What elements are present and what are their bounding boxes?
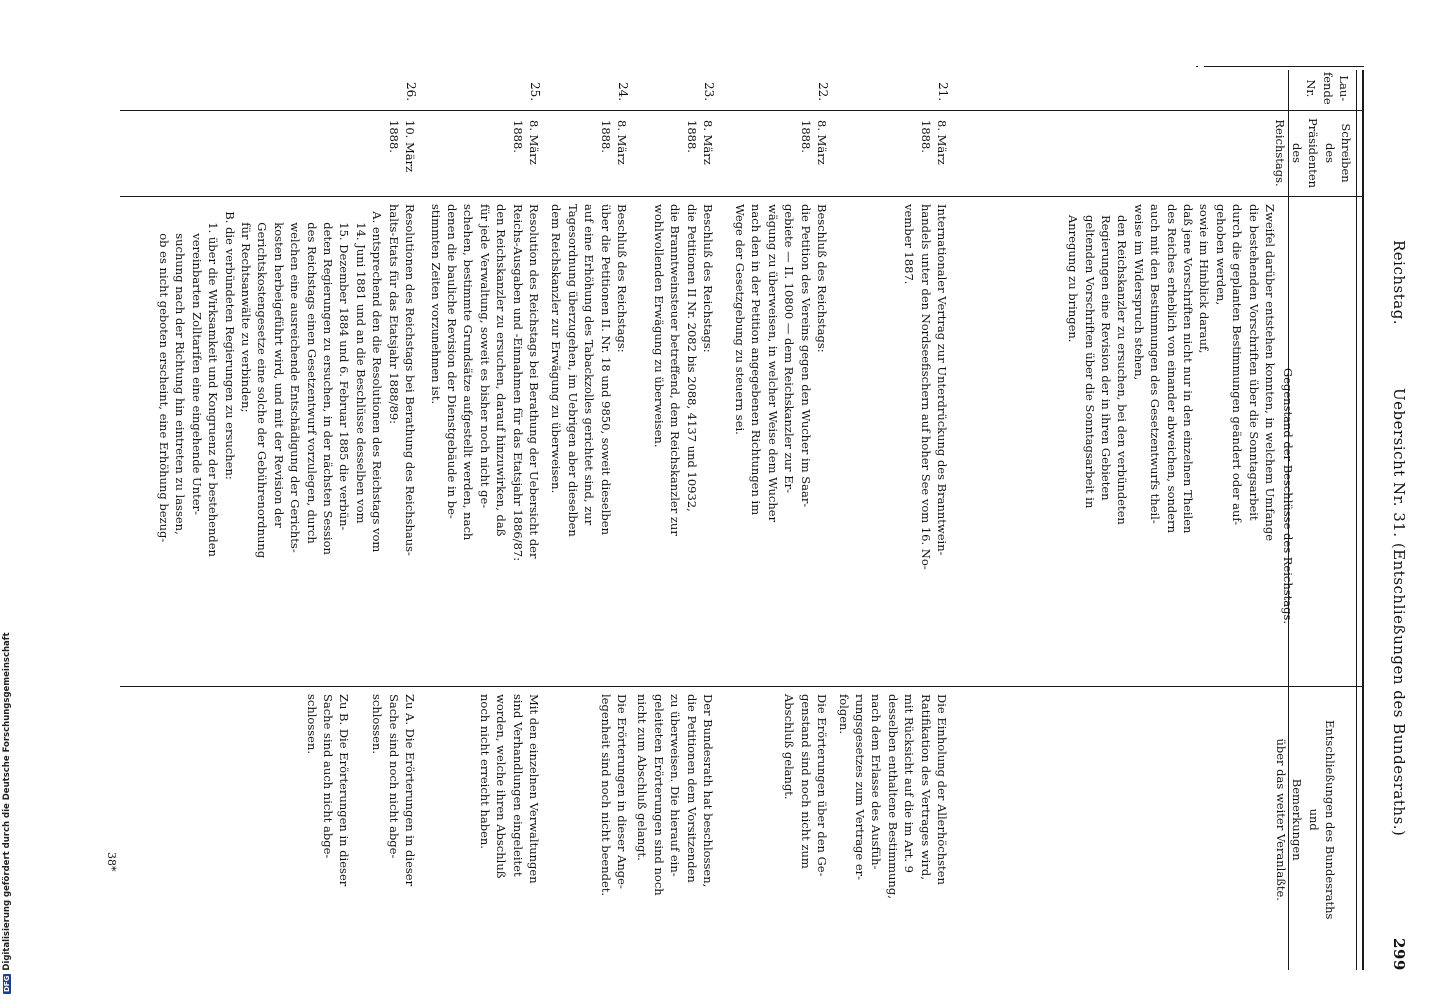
row-decision: Der Bundesrath hat beschlossen, die Petitionen dem Vorsitzenden zu überweisen. Die hierauf ein- geleiteten Erörterungen sind noch nicht zum Abschluß gelangt. — [635, 694, 715, 896]
row-decision: Die Einholung der Allerhöchsten Ratifikation des Vertrages wird, mit Rücksicht auf die im Art. 9 desselben enthaltene Bestimmung, nach dem Erlasse des Ausfüh- rungsgesetzes zum Vertrage er- folgen. — [836, 694, 949, 899]
digitization-footer — [2, 632, 12, 994]
page-header-left: Reichstag. — [1390, 240, 1408, 326]
row-subject: Beschluß des Reichstags: die Petitionen II Nr. 2082 bis 2088, 4137 und 10932, die Branntweinsteuer betreffend, dem Reichskanzler zur wohlwollenden Erwägung zu überweisen. — [651, 204, 715, 536]
row-date: 10. März 1888. — [386, 120, 417, 173]
row-number: 21. — [936, 82, 950, 102]
row-date: 8. März 1888. — [510, 120, 541, 165]
row-number: 26. — [404, 82, 418, 102]
row-number: 22. — [816, 82, 830, 102]
digitization-note: Digitalisierung gefördert durch die Deutsche Forschungsgemeinschaft — [2, 632, 12, 971]
column-header-gegenstand: Gegenstand der Beschlüsse des Reichstags. — [1281, 368, 1295, 625]
row-date: 8. März 1888. — [598, 120, 629, 165]
row-decision: Die Erörterungen in dieser Ange- legenheit sind noch nicht beendet. — [598, 694, 629, 897]
frame-left-rule — [1204, 66, 1364, 67]
row-number: 25. — [528, 82, 542, 102]
row-date: 8. März 1888. — [918, 120, 949, 165]
row-decision: Die Erörterungen über den Ge- genstand sind noch nicht zum Abschluß gelangt. — [782, 694, 829, 877]
signature-mark: 38* — [105, 852, 118, 872]
row-date: 8. März 1888. — [798, 120, 829, 165]
row-decision: Mit den einzelnen Verwaltungen sind Verhandlungen eingeleitet worden, welche ihren Abschluß noch nicht erreicht haben. — [477, 694, 541, 884]
column-separator-1 — [120, 110, 1364, 111]
page-header-title: Uebersicht Nr. 31. (Entschließungen des Bundesraths.) — [1390, 388, 1408, 837]
row-subject: Internationaler Vertrag zur Unterdrückung des Branntwein- handels unter den Nordseefischern auf hoher See vom 16. No- vember 1887. — [902, 204, 949, 570]
column-header-nr: Lau- fende Nr. — [1304, 72, 1351, 105]
row-subject: Beschluß des Reichstags: über die Petitionen II. Nr. 18 und 9850, soweit dieselben auf eine Erhöhung des Tabackzolles gerichtet sind, zur Tagesordnung überzugehen, im Uebrigen aber dieselben dem Reichskanzler zur Erwägung zu überweisen. — [549, 204, 629, 537]
column-separator-3 — [120, 686, 1364, 687]
row-subject: Resolution des Reichstags bei Berathung der Uebersicht der Reichs-Ausgaben und -Einnahmen für das Etatsjahr 1886/87: den Reichskanzler zu ersuchen, darauf hinzuwirken, daß für jede Verwaltung, soweit es bisher noch nicht ge- schehen, bestimmte Grundsätze aufgestellt werden, nach denen die bauliche Revision der Dienstgebäude in be- stimmten Zeiten vorzunehmen ist. — [428, 204, 541, 562]
row-decision: Zu A. Die Erörterungen in dieser Sache sind noch nicht abge- schlossen. Zu B. Die Erörterungen in dieser Sache sind auch nicht abge- schlossen. — [304, 694, 417, 887]
column-header-schreiben: Schreiben des Präsidenten des Reichstags. — [1273, 118, 1353, 189]
row-subject: Beschluß des Reichstags: die Petition des Vereins gegen den Wucher im Saar- gebiete — II. 10800 — dem Reichskanzler zur Er- wägung zu überweisen, in welcher Weise dem Wucher nach den in der Petition angegebenen Richtungen im Wege der Gesetzgebung zu steuern sei. — [732, 204, 829, 523]
column-header-entschliessungen: Entschließungen des Bundesraths und Bemerkungen über das weiter Veranlaßte. — [1273, 720, 1337, 920]
page-number: 299 — [1390, 938, 1408, 971]
frame-top-rule — [1362, 70, 1364, 970]
frame-inner-rule — [1356, 70, 1357, 970]
row-subject: Resolutionen des Reichstags bei Berathung des Reichshaus- halts-Etats für das Etatsjahr 1888/89: A. entsprechend den die Resolutionen des Reichstags vom 14. Juni 1881 und an die Beschlüsse desselben vom 15. Dezember 1884 und 6. Februar 1885 die verbün- deten Regierungen zu ersuchen, in der nächsten Session des Reichstags einen Gesetzentwurf vorzulegen, durch welchen eine ausreichende Entschädigung der Gerichts- kosten herbeigeführt wird, und mit der Revision der Gerichtskostengesetze eine solche der Gebührenordnung für Rechtsanwälte zu verbinden; B. die verbündeten Regierungen zu ersuchen: 1. über die Wirksamkeit und Kongruenz der bestehenden vereinbarten Zolltarifen eine eingehende Unter- suchung nach der Richtung hin eintreten zu lassen, ob es nicht geboten erscheint, eine Erhöhung bezug- — [156, 204, 417, 559]
row-number: 23. — [702, 82, 716, 102]
row-date: 8. März 1888. — [684, 120, 715, 165]
continuation-text: Zweifel darüber entstehen konnten, in welchem Umfange die bestehenden Vorschriften über die Sonntagsarbeit durch die geplanten Bestimmungen geändert oder auf- gehoben werden, sowie im Hinblick darauf, daß jene Vorschriften nicht nur in den einzelnen Theilen des Reiches erheblich von einander abweichen, sondern auch mit den Bestimmungen des Gesetzentwurfs theil- weise im Widerspruch stehen, den Reichskanzler zu ersuchen, bei den verbündeten Regierungen eine Revision der in ihren Gebieten geltenden Vorschriften über die Sonntagsarbeit in Anregung zu bringen. — [1066, 204, 1277, 542]
row-number: 24. — [616, 82, 630, 102]
column-separator-2 — [120, 196, 1364, 197]
column-rule-1 — [1196, 66, 1198, 67]
dfg-logo: DFG — [3, 975, 11, 992]
